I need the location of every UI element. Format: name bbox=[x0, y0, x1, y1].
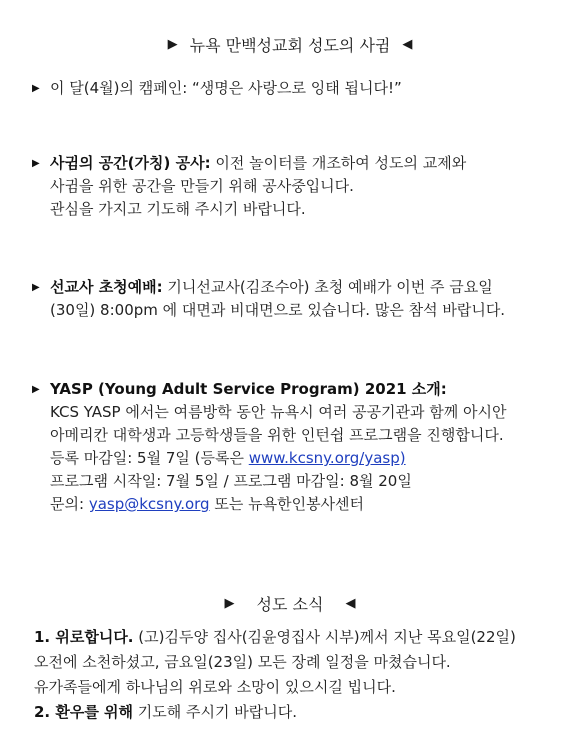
news-item-1-line3: 유가족들에게 하나님의 위로와 소망이 있으시길 빕니다. bbox=[34, 678, 396, 696]
left-triangle-icon: ◀ bbox=[345, 596, 356, 611]
yasp-registration-text: 등록 마감일: 5월 7일 (등록은 bbox=[50, 449, 249, 467]
yasp-item bbox=[32, 378, 562, 516]
fellowship-space-line1: 이전 놀이터를 개조하여 성도의 교제와 bbox=[210, 154, 467, 172]
news-item-2-label: 2. 환우를 위해 bbox=[34, 703, 134, 721]
fellowship-space-line3: 관심을 가지고 기도해 주시기 바랍니다. bbox=[50, 200, 306, 218]
yasp-line4: 프로그램 시작일: 7월 5일 / 프로그램 마감일: 8월 20일 bbox=[50, 472, 412, 490]
yasp-contact-suffix: 또는 뉴욕한인봉사센터 bbox=[209, 495, 365, 513]
news-item-1 bbox=[34, 625, 564, 650]
bullet-icon: ▶ bbox=[32, 384, 40, 395]
page-title: 뉴욕 만백성교회 성도의 사귐 bbox=[189, 36, 391, 55]
news-header bbox=[0, 592, 580, 615]
fellowship-space-line2: 사귐을 위한 공간을 만들기 위해 공사중입니다. bbox=[50, 177, 354, 195]
news-item-2-text: 기도해 주시기 바랍니다. bbox=[133, 703, 298, 721]
fellowship-space-label: 사귐의 공간(가칭) 공사: bbox=[50, 154, 211, 172]
yasp-email-link[interactable]: yasp@kcsny.org bbox=[88, 495, 210, 513]
right-triangle-icon: ▶ bbox=[167, 37, 178, 52]
yasp-contact-prefix: 문의: bbox=[50, 495, 89, 513]
missionary-label: 선교사 초청예배: bbox=[50, 278, 163, 296]
campaign-item bbox=[32, 77, 562, 100]
news-title: 성도 소식 bbox=[256, 595, 324, 614]
news-item-1-label: 1. 위로합니다. bbox=[34, 628, 134, 646]
news-item-1-line1: (고)김두양 집사(김윤영집사 시부)께서 지난 목요일(22일) bbox=[133, 628, 516, 646]
page-header bbox=[0, 33, 580, 56]
yasp-label: YASP (Young Adult Service Program) 2021 소개: bbox=[50, 380, 447, 398]
yasp-line2: 아메리칸 대학생과 고등학생들을 위한 인턴쉽 프로그램을 진행합니다. bbox=[50, 426, 504, 444]
yasp-line1: KCS YASP 에서는 여름방학 동안 뉴욕시 여러 공공기관과 함께 아시안 bbox=[50, 403, 507, 421]
yasp-registration-line bbox=[32, 447, 562, 470]
bullet-icon: ▶ bbox=[32, 83, 40, 94]
news-item-1-line2: 오전에 소천하셨고, 금요일(23일) 모든 장례 일정을 마쳤습니다. bbox=[34, 653, 451, 671]
left-triangle-icon: ◀ bbox=[402, 37, 413, 52]
missionary-item bbox=[32, 276, 562, 322]
bullet-icon: ▶ bbox=[32, 158, 40, 169]
news-list bbox=[34, 625, 564, 725]
campaign-text: 이 달(4월)의 캠페인: “생명은 사랑으로 잉태 됩니다!” bbox=[50, 79, 402, 97]
missionary-line2: (30일) 8:00pm 에 대면과 비대면으로 있습니다. 많은 참석 바랍니다. bbox=[50, 301, 506, 319]
yasp-contact-line bbox=[32, 493, 562, 516]
yasp-registration-link[interactable]: www.kcsny.org/yasp) bbox=[248, 449, 406, 467]
missionary-line1: 기니선교사(김조수아) 초청 예배가 이번 주 금요일 bbox=[162, 278, 493, 296]
right-triangle-icon: ▶ bbox=[224, 596, 235, 611]
bullet-icon: ▶ bbox=[32, 282, 40, 293]
news-item-2 bbox=[34, 700, 564, 725]
fellowship-space-item bbox=[32, 152, 562, 221]
